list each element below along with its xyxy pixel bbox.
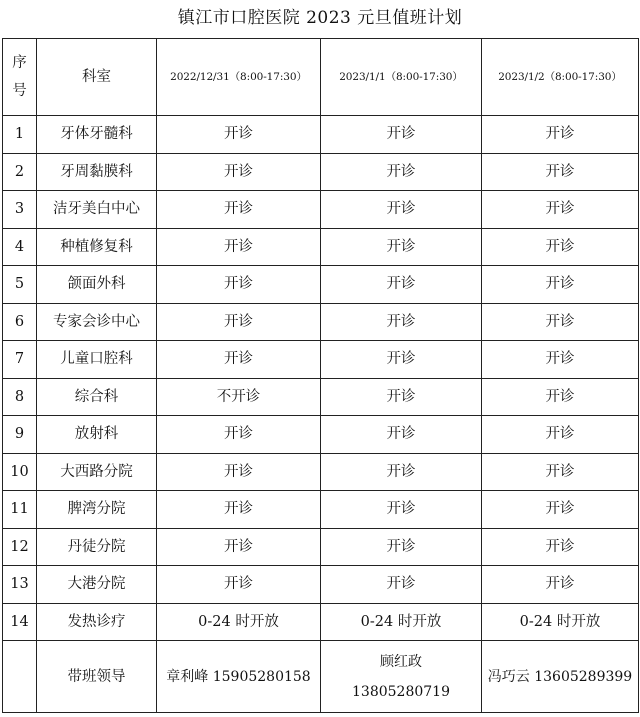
row-status-day3: 开诊 [482,528,639,566]
leader-day3: 冯巧云 13605289399 [482,641,639,713]
row-status-day2: 开诊 [321,153,482,191]
header-department: 科室 [37,39,157,116]
header-date-2: 2023/1/1（8:00-17:30） [321,39,482,116]
row-seq: 6 [3,303,37,341]
row-status-day1: 开诊 [157,566,321,604]
row-seq: 1 [3,116,37,154]
row-department: 丹徒分院 [37,528,157,566]
row-seq: 9 [3,416,37,454]
row-seq: 2 [3,153,37,191]
row-status-day2: 开诊 [321,191,482,229]
row-status-day3: 开诊 [482,566,639,604]
row-status-day2: 开诊 [321,453,482,491]
header-seq [3,39,37,116]
row-status-day1: 不开诊 [157,378,321,416]
table-row [3,491,639,529]
table-header-row [3,39,639,116]
row-status-day2: 开诊 [321,378,482,416]
row-status-day1: 开诊 [157,528,321,566]
row-department: 放射科 [37,416,157,454]
table-row [3,341,639,379]
row-status-day3: 开诊 [482,416,639,454]
leader-row [3,641,639,713]
row-status-day3: 开诊 [482,191,639,229]
row-status-day2: 开诊 [321,528,482,566]
table-row [3,453,639,491]
row-department: 牙体牙髓科 [37,116,157,154]
leader-day2 [321,641,482,713]
row-department: 脾湾分院 [37,491,157,529]
row-status-day2: 0-24 时开放 [321,603,482,641]
leader-day2-name: 顾红政 [380,653,422,670]
row-status-day1: 开诊 [157,266,321,304]
leader-day2-phone: 13805280719 [352,683,450,700]
row-status-day2: 开诊 [321,116,482,154]
row-department: 发热诊疗 [37,603,157,641]
row-status-day2: 开诊 [321,266,482,304]
row-status-day3: 开诊 [482,491,639,529]
table-row [3,153,639,191]
row-status-day1: 开诊 [157,416,321,454]
header-seq-line1: 序 [12,55,27,71]
row-seq: 14 [3,603,37,641]
row-seq: 8 [3,378,37,416]
row-status-day1: 开诊 [157,491,321,529]
row-department: 专家会诊中心 [37,303,157,341]
row-status-day3: 开诊 [482,303,639,341]
row-status-day2: 开诊 [321,303,482,341]
table-row [3,228,639,266]
header-date-1: 2022/12/31（8:00-17:30） [157,39,321,116]
page-title: 镇江市口腔医院 2023 元旦值班计划 [177,8,463,28]
row-status-day1: 开诊 [157,228,321,266]
row-status-day1: 开诊 [157,116,321,154]
row-department: 大港分院 [37,566,157,604]
row-status-day2: 开诊 [321,416,482,454]
table-row [3,191,639,229]
row-status-day1: 0-24 时开放 [157,603,321,641]
table-row [3,303,639,341]
row-department: 牙周黏膜科 [37,153,157,191]
row-department: 儿童口腔科 [37,341,157,379]
row-status-day2: 开诊 [321,341,482,379]
table-row [3,266,639,304]
row-status-day3: 开诊 [482,266,639,304]
row-status-day1: 开诊 [157,303,321,341]
row-status-day3: 开诊 [482,228,639,266]
table-row [3,416,639,454]
row-seq: 5 [3,266,37,304]
table-row [3,566,639,604]
row-seq: 10 [3,453,37,491]
row-seq: 3 [3,191,37,229]
table-row [3,378,639,416]
row-department: 综合科 [37,378,157,416]
row-status-day1: 开诊 [157,341,321,379]
row-department: 种植修复科 [37,228,157,266]
row-status-day2: 开诊 [321,566,482,604]
row-status-day1: 开诊 [157,191,321,229]
row-department: 大西路分院 [37,453,157,491]
table-row [3,603,639,641]
row-status-day3: 开诊 [482,453,639,491]
table-row [3,116,639,154]
row-seq: 12 [3,528,37,566]
row-seq: 4 [3,228,37,266]
row-status-day2: 开诊 [321,491,482,529]
row-status-day1: 开诊 [157,453,321,491]
row-status-day3: 开诊 [482,341,639,379]
row-department: 颌面外科 [37,266,157,304]
leader-day1: 章利峰 15905280158 [157,641,321,713]
row-status-day3: 开诊 [482,378,639,416]
row-status-day3: 0-24 时开放 [482,603,639,641]
row-seq: 13 [3,566,37,604]
row-status-day3: 开诊 [482,153,639,191]
header-date-3: 2023/1/2（8:00-17:30） [482,39,639,116]
row-seq: 11 [3,491,37,529]
leader-label: 带班领导 [37,641,157,713]
table-row [3,528,639,566]
leader-seq-empty [3,641,37,713]
row-department: 洁牙美白中心 [37,191,157,229]
row-seq: 7 [3,341,37,379]
row-status-day3: 开诊 [482,116,639,154]
row-status-day1: 开诊 [157,153,321,191]
duty-schedule-table [2,38,639,713]
header-seq-line2: 号 [12,83,27,99]
row-status-day2: 开诊 [321,228,482,266]
